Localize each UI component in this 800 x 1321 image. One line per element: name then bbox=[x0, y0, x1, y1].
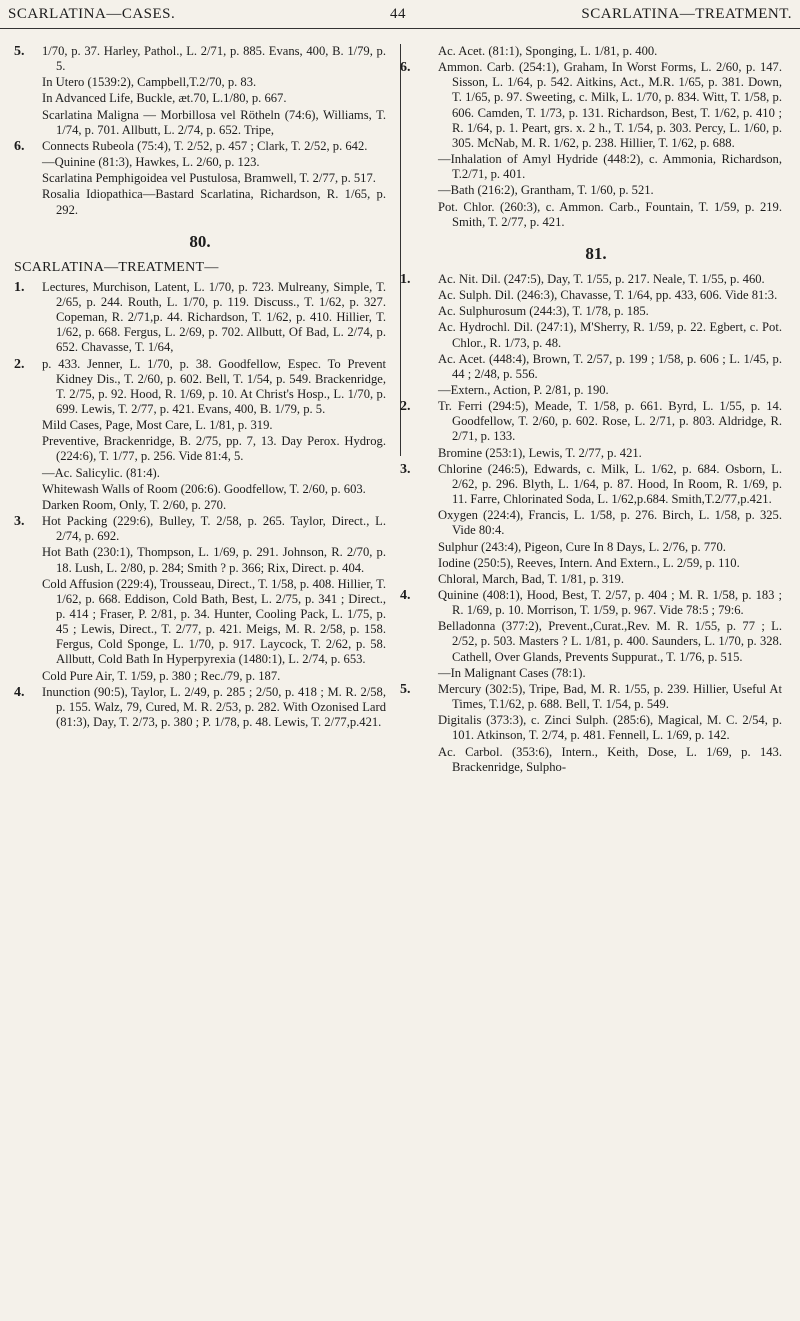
entry: In Advanced Life, Buckle, æt.70, L.1/80, p. 667. bbox=[42, 91, 287, 106]
entry: Chloral, March, Bad, T. 1/81, p. 319. bbox=[438, 571, 624, 586]
column-divider bbox=[400, 44, 401, 456]
margin-number: 1. bbox=[14, 279, 25, 295]
margin-number: 4. bbox=[14, 684, 25, 700]
header-rule bbox=[0, 28, 800, 29]
running-header bbox=[0, 0, 800, 28]
entry: In Utero (1539:2), Campbell,T.2/70, p. 83. bbox=[42, 75, 257, 90]
entry: Cold Pure Air, T. 1/59, p. 380 ; Rec./79, p. 187. bbox=[42, 668, 281, 683]
entry: Whitewash Walls of Room (206:6). Goodfellow, T. 2/60, p. 603. bbox=[42, 481, 366, 496]
entry: Cold Affusion (229:4), Trousseau, Direct., T. 1/58, p. 408. Hillier, T. 1/62, p. 668. Eddison, Cold Bath, Best, L. 2/75, p. 341 ; Direct., p. 414 ; Fraser, P. 2/81, p. 34. Hunter, Cooling Pack, L. 1/75, p. 45 ; Lewis, Direct., T. 2/77, p. 421. Meigs, M. R. 2/58, p. 158. Fergus, Cold Sponge, L. 1/70, p. 917. Laycock, T. 2/62, p. 58. Allbutt, Cold Bath In Hyperpyrexia (1480:1), L. 2/74, p. 653. bbox=[42, 576, 386, 667]
margin-number: 6. bbox=[14, 138, 25, 154]
entry: Hot Bath (230:1), Thompson, L. 1/69, p. 291. Johnson, R. 2/70, p. 18. Lush, L. 2/80, p. 284; Smith ? p. 366; Rix, Direct. p. 404. bbox=[42, 545, 386, 575]
left-column bbox=[14, 44, 386, 1311]
margin-number: 3. bbox=[14, 514, 25, 530]
entry: 1. Ac. Nit. Dil. (247:5), Day, T. 1/55, p. 217. Neale, T. 1/55, p. 460. bbox=[400, 271, 765, 287]
entry: Preventive, Brackenridge, B. 2/75, pp. 7, 13. Day Perox. Hydrog. (224:6), T. 1/77, p. 256. Vide 81:4, 5. bbox=[42, 434, 386, 464]
entry: Ac. Carbol. (353:6), Intern., Keith, Dose, L. 1/69, p. 143. Brackenridge, Sulpho- bbox=[438, 744, 782, 774]
margin-number: 5. bbox=[400, 681, 411, 697]
section-number: 81. bbox=[585, 243, 607, 263]
margin-number: 2. bbox=[400, 399, 411, 415]
entry: Belladonna (377:2), Prevent.,Curat.,Rev. M. R. 1/55, p. 77 ; L. 2/52, p. 503. Masters ? L. 1/81, p. 400. Saunders, L. 1/70, p. 328. Cathell, Over Glands, Prevents Suppurat., T. 1/76, p. 515. bbox=[438, 619, 782, 664]
entry: Oxygen (224:4), Francis, L. 1/58, p. 276. Birch, L. 1/58, p. 325. Vide 80:4. bbox=[438, 508, 782, 538]
entry: Ac. Acet. (81:1), Sponging, L. 1/81, p. 400. bbox=[438, 44, 658, 58]
margin-number: 1. bbox=[400, 271, 411, 287]
entry: Rosalia Idiopathica—Bastard Scarlatina, Richardson, R. 1/65, p. 292. bbox=[42, 187, 386, 217]
entry: 5. 1/70, p. 37. Harley, Pathol., L. 2/71, p. 885. Evans, 400, B. 1/79, p. 5. bbox=[14, 44, 386, 74]
entry: 4. Quinine (408:1), Hood, Best, T. 2/57, p. 404 ; M. R. 1/58, p. 183 ; R. 1/69, p. 10. Morrison, T. 1/59, p. 967. Vide 78:5 ; 79:6. bbox=[400, 588, 782, 618]
right-column bbox=[400, 44, 782, 1311]
margin-number: 3. bbox=[400, 461, 411, 477]
entry: Ac. Hydrochl. Dil. (247:1), M'Sherry, R. 1/59, p. 22. Egbert, c. Pot. Chlor., R. 1/73, p. 48. bbox=[438, 320, 782, 350]
entry: Mild Cases, Page, Most Care, L. 1/81, p. 319. bbox=[42, 418, 273, 433]
header-left: SCARLATINA—CASES. bbox=[8, 6, 176, 22]
entry: 3. Chlorine (246:5), Edwards, c. Milk, L. 1/62, p. 684. Osborn, L. 2/62, p. 296. Blyth, L. 1/64, p. 87. Hood, In Room, R. 1/69, p. 11. Farre, Chlorinated Soda, L. 1/62,p.684. Smith,T.2/77,p.421. bbox=[400, 461, 782, 507]
entry: —Bath (216:2), Grantham, T. 1/60, p. 521. bbox=[438, 183, 654, 198]
entry: Ac. Sulphurosum (244:3), T. 1/78, p. 185. bbox=[438, 304, 649, 319]
margin-number: 6. bbox=[400, 60, 411, 76]
margin-number: 5. bbox=[14, 44, 25, 59]
margin-number: 4. bbox=[400, 588, 411, 603]
section-heading: SCARLATINA—TREATMENT— bbox=[14, 259, 219, 275]
entry: Scarlatina Maligna — Morbillosa vel Rötheln (74:6), Williams, T. 1/74, p. 701. Allbutt, L. 2/74, p. 652. Tripe, bbox=[42, 107, 386, 137]
entry: Darken Room, Only, T. 2/60, p. 270. bbox=[42, 497, 227, 512]
entry: Scarlatina Pemphigoidea vel Pustulosa, Bramwell, T. 2/77, p. 517. bbox=[42, 171, 376, 186]
header-right: SCARLATINA—TREATMENT. bbox=[581, 6, 792, 22]
entry: 5. Mercury (302:5), Tripe, Bad, M. R. 1/55, p. 239. Hillier, Useful At Times, T.1/62, p. 688. Bell, T. 1/54, p. 549. bbox=[400, 681, 782, 712]
entry: Digitalis (373:3), c. Zinci Sulph. (285:6), Magical, M. C. 2/54, p. 101. Atkinson, T. 2/74, p. 481. Fennell, L. 1/69, p. 142. bbox=[438, 713, 782, 743]
entry: 2. p. 433. Jenner, L. 1/70, p. 38. Goodfellow, Espec. To Prevent Kidney Dis., T. 2/60, p. 602. Bell, T. 1/54, p. 549. Brackenridge, T. 2/75, p. 92. Hood, R. 1/69, p. 10. At Christ's Hosp., L. 1/70, p. 699. Lewis, T. 2/77, p. 421. Evans, 400, B. 1/79, p. 5. bbox=[14, 356, 386, 416]
entry: 6. Ammon. Carb. (254:1), Graham, In Worst Forms, L. 2/60, p. 147. Sisson, L. 1/64, p. 542. Aitkins, Act., M.R. 1/65, p. 381. Down, T. 1/65, p. 97. Sweeting, c. Milk, L. 1/70, p. 834. Witt, T. 1/58, p. 606. Camden, T. 1/73, p. 131. Richardson, Best, T. 1/62, p. 410 ; R. 1/64, p. 1. Peart, grs. x. 2 h., T. 1/54, p. 303. Percy, L. 1/60, p. 305. McNab, M. R. 1/62, p. 238. Hillier, T. 1/62, p. 688. bbox=[400, 60, 782, 150]
margin-number: 2. bbox=[14, 356, 25, 372]
entry: —Extern., Action, P. 2/81, p. 190. bbox=[438, 382, 609, 397]
entry: —In Malignant Cases (78:1). bbox=[438, 665, 586, 680]
entry: 6. Connects Rubeola (75:4), T. 2/52, p. 457 ; Clark, T. 2/52, p. 642. bbox=[14, 138, 368, 154]
page-number: 44 bbox=[390, 6, 406, 22]
entry: Ac. Acet. (448:4), Brown, T. 2/57, p. 199 ; 1/58, p. 606 ; L. 1/45, p. 44 ; 2/48, p. 556. bbox=[438, 351, 782, 381]
section-number: 80. bbox=[189, 231, 211, 251]
entry: Ac. Sulph. Dil. (246:3), Chavasse, T. 1/64, pp. 433, 606. Vide 81:3. bbox=[438, 288, 778, 303]
entry: Iodine (250:5), Reeves, Intern. And Extern., L. 2/59, p. 110. bbox=[438, 555, 740, 570]
entry: Bromine (253:1), Lewis, T. 2/77, p. 421. bbox=[438, 445, 642, 460]
entry: 4. Inunction (90:5), Taylor, L. 2/49, p. 285 ; 2/50, p. 418 ; M. R. 2/58, p. 155. Walz, 79, Cured, M. R. 2/53, p. 282. With Ozonised Lard (81:3), Day, T. 2/73, p. 380 ; P. 1/78, p. 48. Lewis, T. 2/77,p.421. bbox=[14, 684, 386, 730]
entry: —Ac. Salicylic. (81:4). bbox=[42, 465, 160, 480]
entry: 2. Tr. Ferri (294:5), Meade, T. 1/58, p. 661. Byrd, L. 1/55, p. 14. Goodfellow, T. 2/60, p. 602. Rose, L. 2/71, p. 803. Aldridge, R. 2/71, p. 133. bbox=[400, 399, 782, 444]
entry: Sulphur (243:4), Pigeon, Cure In 8 Days, L. 2/76, p. 770. bbox=[438, 539, 726, 554]
entry: —Quinine (81:3), Hawkes, L. 2/60, p. 123. bbox=[42, 155, 260, 170]
entry: —Inhalation of Amyl Hydride (448:2), c. Ammonia, Richardson, T.2/71, p. 401. bbox=[438, 152, 782, 182]
entry: 1. Lectures, Murchison, Latent, L. 1/70, p. 723. Mulreany, Simple, T. 2/65, p. 244. Routh, L. 1/70, p. 119. Discuss., T. 1/62, p. 327. Copeman, R. 2/71,p. 44. Richardson, T. 1/62, p. 410. Hillier, T. 1/62, p. 668. Fergus, L. 2/69, p. 702. Allbutt, Of Bad, L. 2/74, p. 652. Chavasse, T. 1/64, bbox=[14, 279, 386, 355]
entry: 3. Hot Packing (229:6), Bulley, T. 2/58, p. 265. Taylor, Direct., L. 2/74, p. 692. bbox=[14, 514, 386, 544]
entry: Pot. Chlor. (260:3), c. Ammon. Carb., Fountain, T. 1/59, p. 219. Smith, T. 2/77, p. 421. bbox=[438, 199, 782, 229]
